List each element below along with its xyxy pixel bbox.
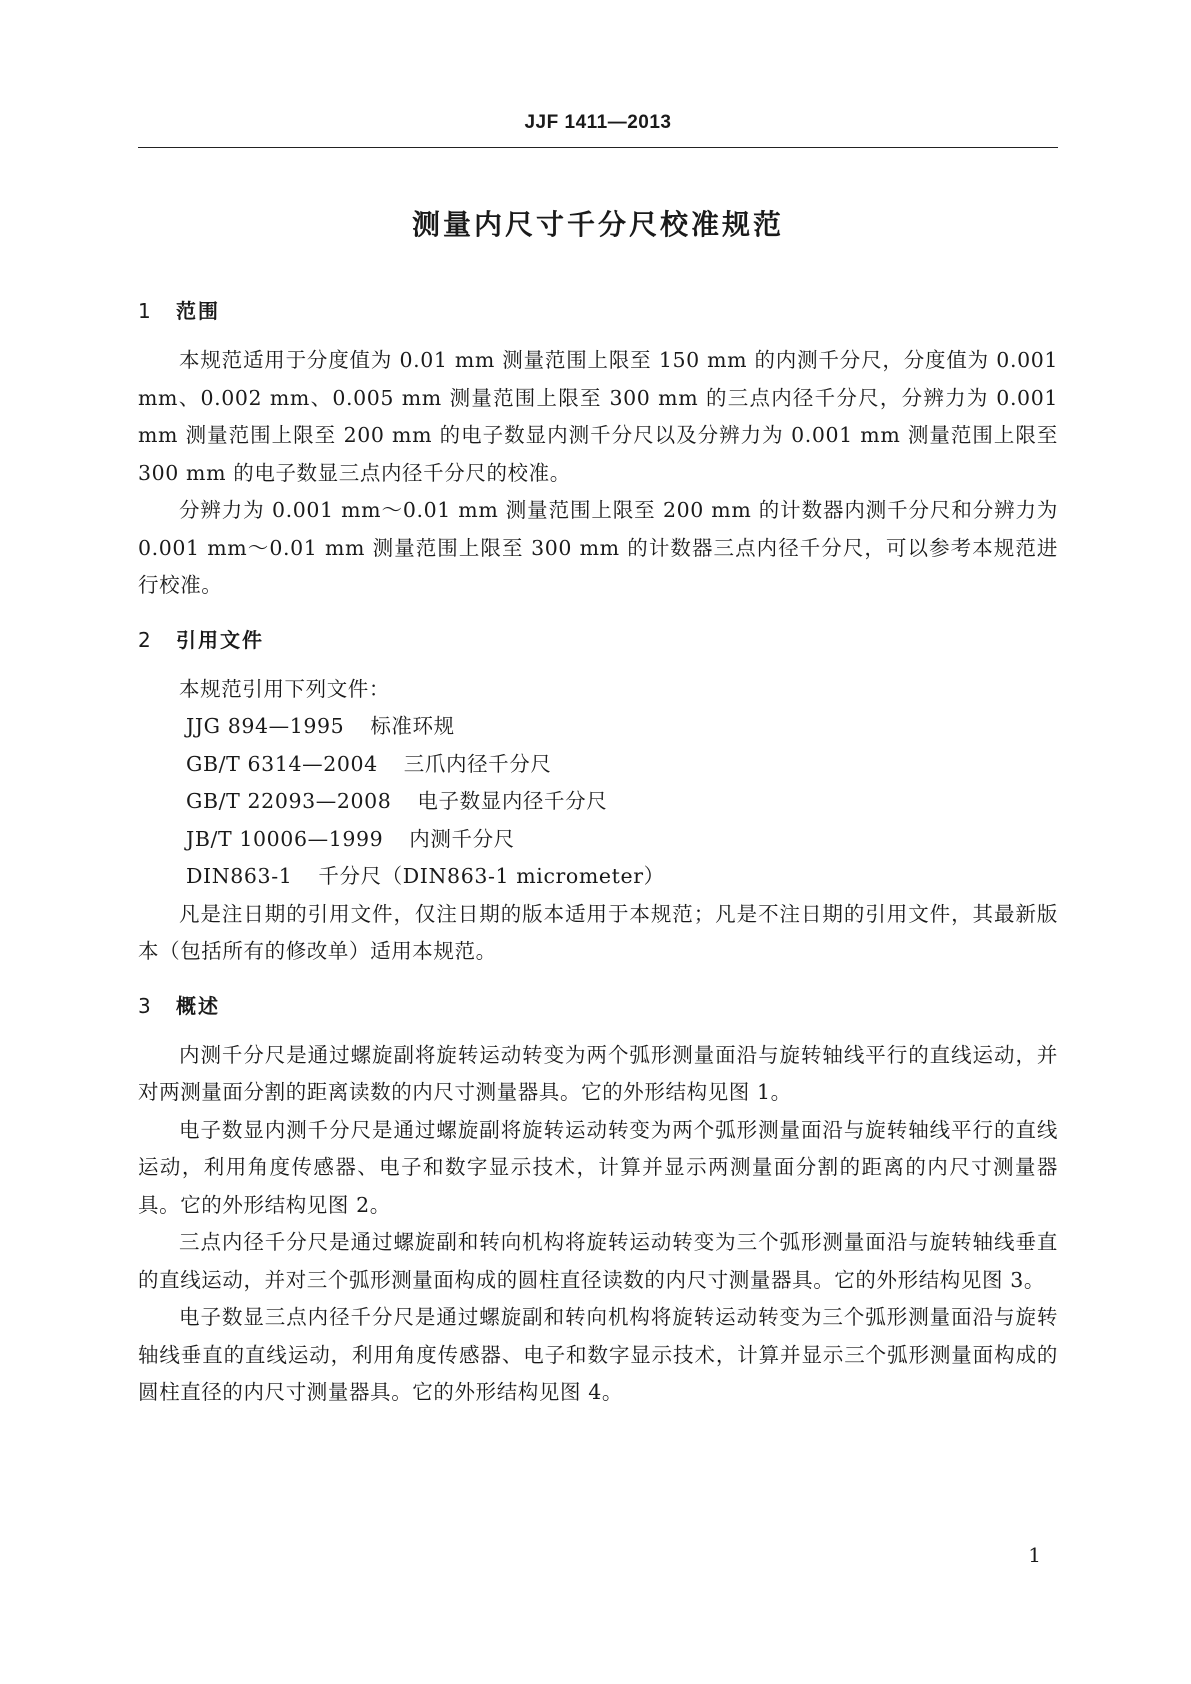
reference-name: 三爪内径千分尺 — [403, 751, 552, 776]
overview-paragraph-1: 内测千分尺是通过螺旋副将旋转运动转变为两个弧形测量面沿与旋转轴线平行的直线运动，并对两测量面分割的距离读数的内尺寸测量器具。它的外形结构见图 1。 — [138, 1042, 1058, 1104]
section-title: 范围 — [176, 299, 220, 323]
reference-code: GB/T 22093—2008 — [186, 789, 392, 813]
section-title: 引用文件 — [176, 627, 264, 652]
overview-paragraph-2: 电子数显内测千分尺是通过螺旋副将旋转运动转变为两个弧形测量面沿与旋转轴线平行的直线运动，利用角度传感器、电子和数字显示技术，计算并显示两测量面分割的距离的内尺寸测量器具。它的外形结构见图 2。 — [138, 1117, 1058, 1217]
reference-item — [138, 858, 1058, 896]
references-note: 凡是注日期的引用文件，仅注日期的版本适用于本规范；凡是不注日期的引用文件，其最新版本（包括所有的修改单）适用本规范。 — [138, 901, 1058, 963]
reference-item — [138, 783, 1058, 821]
reference-name: 标准环规 — [370, 714, 455, 738]
section-number: 2 — [138, 627, 151, 652]
reference-name: 千分尺（DIN863-1 micrometer） — [318, 864, 665, 888]
section-number: 3 — [138, 993, 151, 1018]
references-intro: 本规范引用下列文件： — [179, 676, 390, 701]
reference-code: JB/T 10006—1999 — [186, 826, 384, 851]
reference-item — [138, 821, 1058, 859]
section-heading-overview — [138, 987, 1058, 1025]
reference-code: JJG 894—1995 — [186, 714, 345, 738]
page-number: 1 — [1028, 1543, 1041, 1567]
reference-item — [138, 708, 1058, 746]
reference-item — [138, 746, 1058, 784]
document-body — [138, 292, 1058, 1412]
section-title: 概述 — [176, 993, 220, 1018]
reference-name: 电子数显内径千分尺 — [417, 789, 608, 813]
header-divider — [138, 147, 1058, 148]
reference-code: GB/T 6314—2004 — [186, 751, 378, 776]
scope-paragraph-1: 本规范适用于分度值为 0.01 mm 测量范围上限至 150 mm 的内测千分尺，分度值为 0.001 mm、0.002 mm、0.005 mm 测量范围上限至 300 mm 的三点内径千分尺，分辨力为 0.001 mm 测量范围上限至 200 mm 的电子数显内测千分尺以及分辨力为 0.001 mm 测量范围上限至 300 mm 的电子数显三点内径千分尺的校准。 — [138, 348, 1058, 485]
reference-name: 内测千分尺 — [409, 826, 515, 851]
reference-code: DIN863-1 — [186, 864, 293, 888]
overview-paragraph-3: 三点内径千分尺是通过螺旋副和转向机构将旋转运动转变为三个弧形测量面沿与旋转轴线垂直的直线运动，并对三个弧形测量面构成的圆柱直径读数的内尺寸测量器具。它的外形结构见图 3。 — [138, 1230, 1058, 1292]
section-heading-scope — [138, 292, 1058, 330]
document-code-header: JJF 1411—2013 — [524, 112, 672, 133]
document-title: 测量内尺寸千分尺校准规范 — [411, 208, 784, 241]
section-heading-references — [138, 621, 1058, 659]
overview-paragraph-4: 电子数显三点内径千分尺是通过螺旋副和转向机构将旋转运动转变为三个弧形测量面沿与旋转轴线垂直的直线运动，利用角度传感器、电子和数字显示技术，计算并显示三个弧形测量面构成的圆柱直径的内尺寸测量器具。它的外形结构见图 4。 — [138, 1305, 1058, 1404]
section-number: 1 — [138, 299, 151, 323]
scope-paragraph-2: 分辨力为 0.001 mm～0.01 mm 测量范围上限至 200 mm 的计数器内测千分尺和分辨力为 0.001 mm～0.01 mm 测量范围上限至 300 mm 的计数器三点内径千分尺，可以参考本规范进行校准。 — [138, 498, 1058, 597]
